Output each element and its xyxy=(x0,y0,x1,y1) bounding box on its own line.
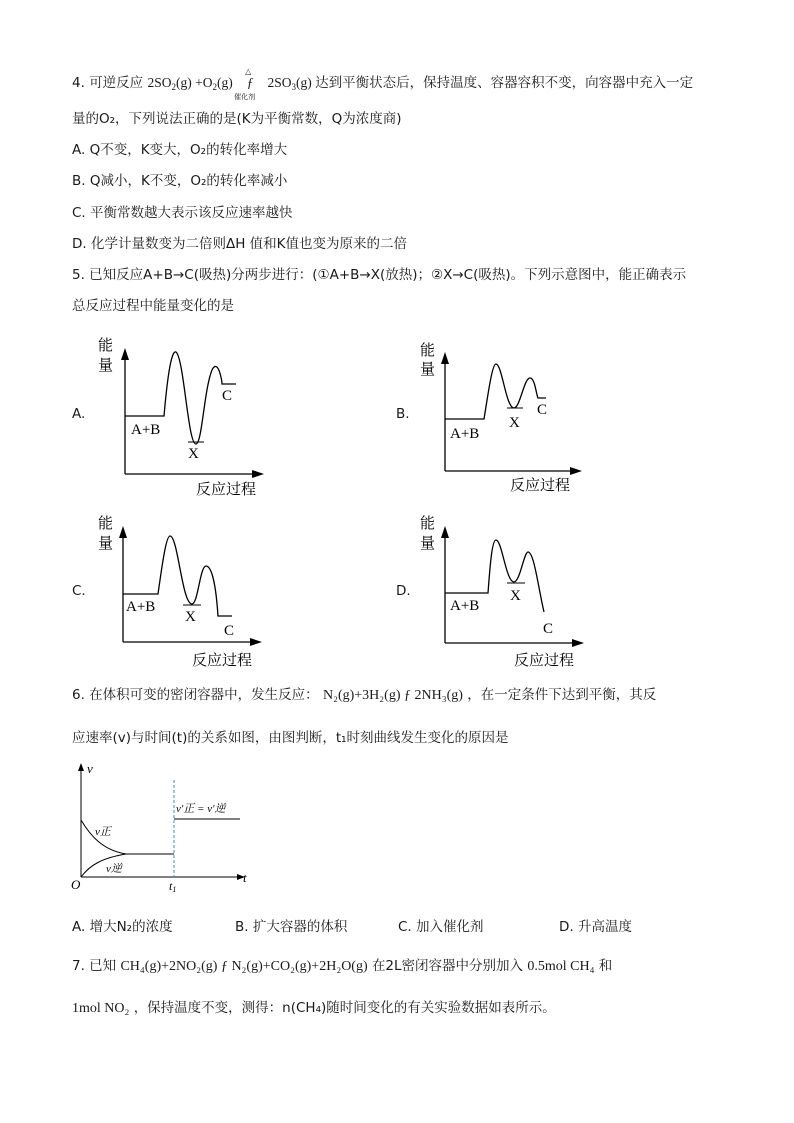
reactant-label: A+B xyxy=(450,426,480,442)
q6-option-b: B. 扩大容器的体积 xyxy=(235,919,348,935)
intermediate-label: X xyxy=(188,446,199,462)
y-label-1: 能 xyxy=(420,514,436,532)
q4-option-b: B. Q减小，K不变，O₂的转化率减小 xyxy=(72,173,288,189)
y-label-2: 量 xyxy=(420,534,436,552)
intermediate-label: X xyxy=(509,415,520,431)
product-label: C xyxy=(222,388,233,404)
q5-stem-line1: 5. 已知反应A+B→C(吸热)分两步进行：(①A+B→X(放热)；②X→C(吸热)。下列示意图中，能正确表示 xyxy=(72,267,687,283)
x-axis-arrow xyxy=(570,467,582,475)
q7-stem-line2 xyxy=(72,999,556,1018)
q4-option-a: A. Q不变，K变大，O₂的转化率增大 xyxy=(72,142,288,158)
energy-diagram-d xyxy=(414,506,604,676)
arrow-catalyst-label: 催化剂 xyxy=(234,93,256,101)
q7-pre: 7. 已知 xyxy=(72,958,117,974)
x-axis-arrow xyxy=(250,638,262,646)
reactant-label: A+B xyxy=(450,598,480,614)
q5-option-a-letter: A. xyxy=(72,406,86,422)
q4-stem-line1 xyxy=(72,67,694,101)
q7-mid: 在2L密闭容器中分别加入 xyxy=(371,958,524,974)
product-label: C xyxy=(224,623,235,639)
rate-time-graph xyxy=(68,760,258,896)
x-axis-arrow xyxy=(572,639,584,647)
y-label-1: 能 xyxy=(98,514,114,532)
q7-amount-ch4: 0.5mol CH₄ xyxy=(527,959,595,974)
y-axis-arrow xyxy=(441,352,449,364)
y-axis-arrow xyxy=(121,348,129,360)
energy-curve xyxy=(445,364,546,419)
reactant-label: A+B xyxy=(126,599,156,615)
q5-option-d-letter: D. xyxy=(396,583,411,599)
y-label-2: 量 xyxy=(420,360,436,378)
arrow-heat-mark: △ xyxy=(245,67,252,76)
y-label-1: 能 xyxy=(420,341,436,359)
q4-post: 达到平衡状态后，保持温度、容器容积不变，向容器中充入一定 xyxy=(315,75,694,91)
product-label: C xyxy=(543,621,554,637)
q6-option-a: A. 增大N₂的浓度 xyxy=(72,919,173,935)
v-axis-arrow xyxy=(78,763,84,771)
eq-so3: 2SO xyxy=(267,75,292,90)
y-axis-arrow xyxy=(119,526,127,538)
v-label: v xyxy=(87,761,93,776)
q5-option-c-letter: C. xyxy=(72,583,86,599)
new-equilibrium-label: v′正 = v′逆 xyxy=(176,803,226,815)
q6-stem-line2: 应速率(v)与时间(t)的关系如图，由图判断，t₁时刻曲线发生变化的原因是 xyxy=(72,730,509,746)
q6-option-d: D. 升高温度 xyxy=(559,919,632,935)
q6-equation: N₂(g)+3H₂(g) ƒ 2NH₃(g) xyxy=(322,688,463,703)
q4-pre: 可逆反应 xyxy=(89,75,144,91)
q7-stem-line1 xyxy=(72,957,612,976)
y-label-1: 能 xyxy=(98,336,114,354)
q7-equation: CH₄(g)+2NO₂(g) ƒ N₂(g)+CO₂(g)+2H₂O(g) xyxy=(120,959,368,974)
energy-diagram-c xyxy=(94,506,284,676)
q7-amount-no2: 1mol NO₂ xyxy=(72,1001,130,1016)
y-axis-arrow xyxy=(441,526,449,538)
eq-so3-state: (g) xyxy=(296,75,312,90)
intermediate-label: X xyxy=(185,609,196,625)
eq-so2: 2SO xyxy=(147,75,172,90)
y-label-2: 量 xyxy=(98,534,114,552)
q5-stem-line2: 总反应过程中能量变化的是 xyxy=(72,298,234,314)
x-axis-label: 反应过程 xyxy=(510,476,571,494)
q6-option-c: C. 加入催化剂 xyxy=(398,919,484,935)
t1-label xyxy=(169,879,176,894)
y-label-2: 量 xyxy=(98,356,114,374)
t-label: t xyxy=(243,870,247,885)
eq-o2-state: (g) xyxy=(216,75,233,90)
energy-diagram-a xyxy=(94,330,284,500)
x-axis-label: 反应过程 xyxy=(192,651,253,669)
q4-equation: $2SO_2(g) +O_2(g)$ △ ƒ 催化剂 $2SO_3(g)$ xyxy=(147,75,315,90)
forward-rate-label: v正 xyxy=(95,826,111,838)
q6-post: ，在一定条件下达到平衡，其反 xyxy=(467,687,657,703)
q5-option-b-letter: B. xyxy=(396,406,410,422)
t1-sub: 1 xyxy=(172,885,177,894)
q4-option-d: D. 化学计量数变为二倍则ΔH 值和K值也变为原来的二倍 xyxy=(72,236,408,252)
energy-diagram-b xyxy=(414,330,604,500)
x-axis-arrow xyxy=(252,470,264,478)
equilibrium-arrow: △ ƒ 催化剂 xyxy=(236,74,264,92)
reverse-rate-label: v逆 xyxy=(106,863,122,875)
reactant-label: A+B xyxy=(131,422,161,438)
q4-option-c: C. 平衡常数越大表示该反应速率越快 xyxy=(72,205,293,221)
q6-pre: 6. 在体积可变的密闭容器中，发生反应： xyxy=(72,687,319,703)
q4-stem-line2: 量的O₂，下列说法正确的是(K为平衡常数，Q为浓度商) xyxy=(72,111,402,127)
intermediate-label: X xyxy=(510,588,521,604)
q6-stem-line1 xyxy=(72,686,656,705)
x-axis-label: 反应过程 xyxy=(514,651,575,669)
product-label: C xyxy=(537,402,548,418)
q7-post2: ，保持温度不变，测得：n(CH₄)随时间变化的有关实验数据如表所示。 xyxy=(133,1000,556,1016)
eq-o2: (g) +O xyxy=(176,75,213,90)
t1-main: t xyxy=(169,879,173,893)
origin-label: O xyxy=(71,877,81,892)
x-axis-label: 反应过程 xyxy=(196,480,257,498)
q7-post: 和 xyxy=(598,958,613,974)
q4-number: 4. xyxy=(72,75,85,91)
